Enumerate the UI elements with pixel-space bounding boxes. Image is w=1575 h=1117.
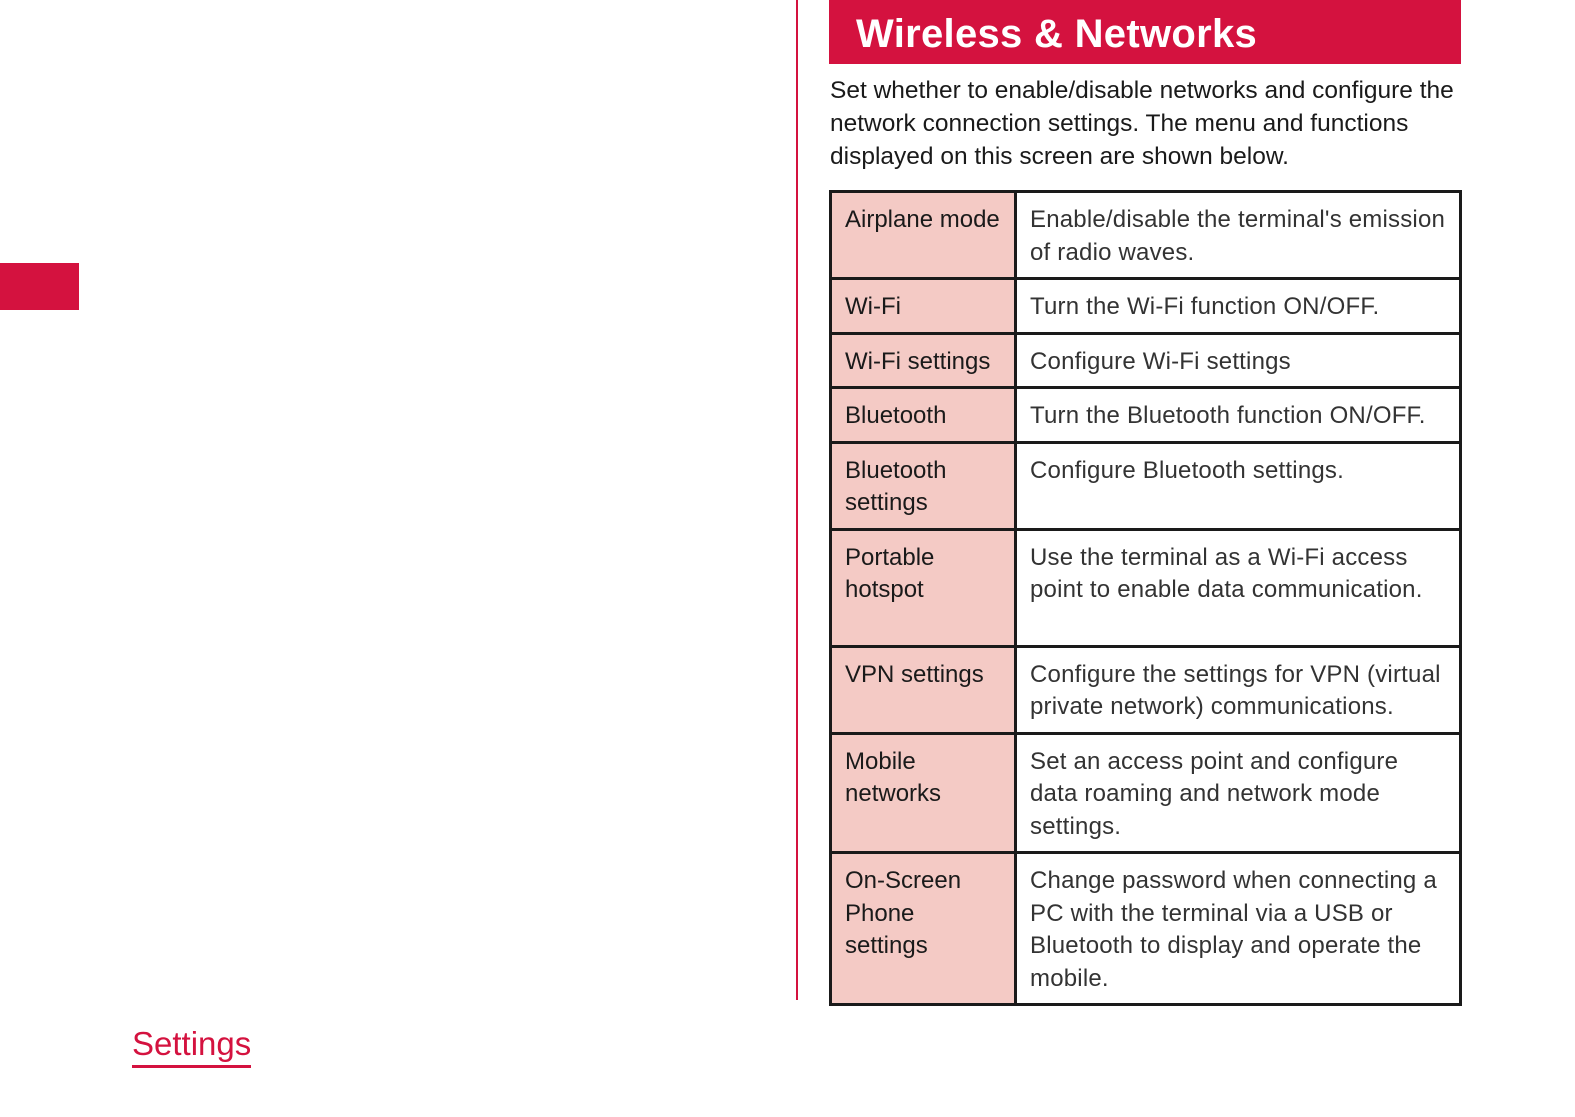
menu-item-description: Turn the Bluetooth function ON/OFF.	[1016, 388, 1461, 443]
page-divider	[796, 0, 798, 1000]
table-row	[831, 529, 1461, 646]
table-row	[831, 192, 1461, 279]
table-row	[831, 646, 1461, 733]
table-row	[831, 279, 1461, 334]
menu-item-name: Wi-Fi settings	[831, 333, 1016, 388]
table-row	[831, 388, 1461, 443]
menu-item-description: Configure Wi-Fi settings	[1016, 333, 1461, 388]
table-row	[831, 333, 1461, 388]
menu-item-name: Bluetooth	[831, 388, 1016, 443]
menu-item-description: Use the terminal as a Wi-Fi access point to enable data communication.	[1016, 529, 1461, 646]
section-intro: Set whether to enable/disable networks and configure the network connection settings. The menu and functions displayed on this screen are shown below.	[830, 77, 1454, 170]
menu-item-name: Wi-Fi	[831, 279, 1016, 334]
table-row	[831, 733, 1461, 853]
menu-table	[829, 190, 1462, 1006]
table-row	[831, 853, 1461, 1005]
menu-item-name: VPN settings	[831, 646, 1016, 733]
table-row	[831, 442, 1461, 529]
menu-item-name: Airplane mode	[831, 192, 1016, 279]
section-header	[829, 0, 1461, 64]
menu-item-name: Mobile networks	[831, 733, 1016, 853]
chapter-side-tab	[0, 263, 79, 310]
section-title: Wireless & Networks	[856, 12, 1258, 56]
footer-chapter-label: Settings	[132, 1024, 251, 1068]
menu-item-description: Set an access point and configure data roaming and network mode settings.	[1016, 733, 1461, 853]
menu-item-description: Enable/disable the terminal's emission of radio waves.	[1016, 192, 1461, 279]
menu-item-name: Portable hotspot	[831, 529, 1016, 646]
menu-item-description: Configure the settings for VPN (virtual private network) communications.	[1016, 646, 1461, 733]
menu-item-description: Configure Bluetooth settings.	[1016, 442, 1461, 529]
menu-item-description: Turn the Wi-Fi function ON/OFF.	[1016, 279, 1461, 334]
menu-item-name: On-Screen Phone settings	[831, 853, 1016, 1005]
menu-item-name: Bluetooth settings	[831, 442, 1016, 529]
menu-item-description: Change password when connecting a PC with the terminal via a USB or Bluetooth to display and operate the mobile.	[1016, 853, 1461, 1005]
